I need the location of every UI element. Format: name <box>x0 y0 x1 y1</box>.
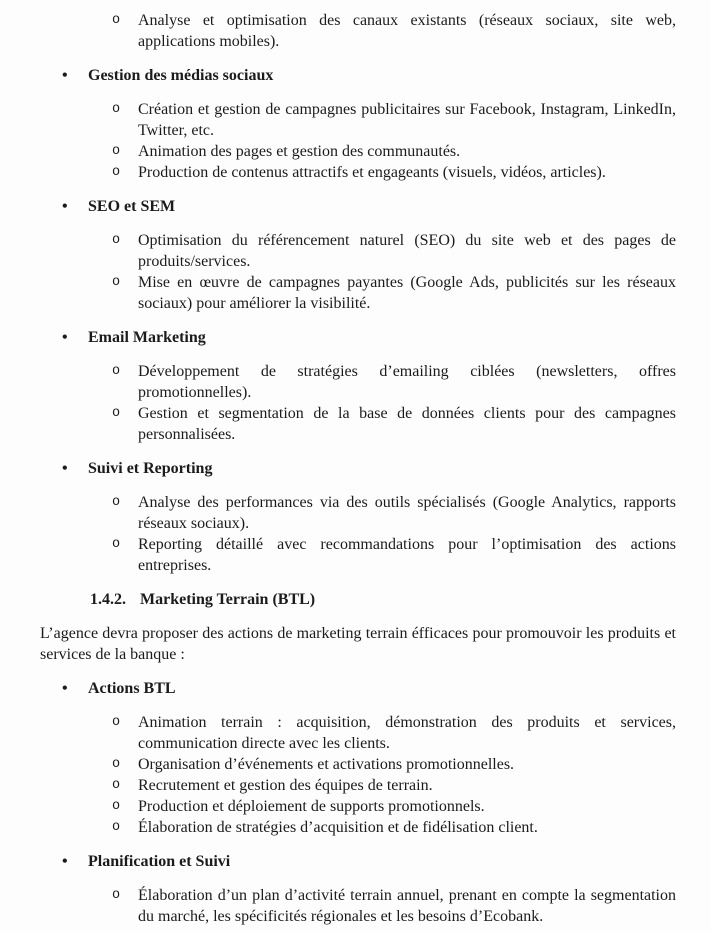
circle-bullet-icon: o <box>112 275 121 290</box>
sub-bullet-list <box>40 99 676 183</box>
sub-bullet-item <box>40 230 676 272</box>
sub-bullet-text: Reporting détaillé avec recommandations pour l’optimisation des actions entreprises. <box>138 536 676 574</box>
sub-bullet-item <box>40 775 676 796</box>
sub-bullet-text: Gestion et segmentation de la base de données clients pour des campagnes personnalisées. <box>138 405 676 443</box>
sub-bullet-item <box>40 817 676 838</box>
sub-bullet-item <box>40 796 676 817</box>
circle-bullet-icon: o <box>112 495 121 510</box>
circle-bullet-icon: o <box>112 537 121 552</box>
sub-bullet-item <box>40 885 676 927</box>
disc-bullet-icon: • <box>62 680 68 697</box>
sub-bullet-text: Analyse des performances via des outils spécialisés (Google Analytics, rapports réseaux sociaux). <box>138 494 676 532</box>
circle-bullet-icon: o <box>112 778 121 793</box>
circle-bullet-icon: o <box>112 144 121 159</box>
sub-bullet-item <box>40 162 676 183</box>
sub-bullet-item <box>40 712 676 754</box>
sub-bullet-item <box>40 492 676 534</box>
section-heading <box>40 589 676 610</box>
bullet-heading <box>40 851 676 872</box>
circle-bullet-icon: o <box>112 406 121 421</box>
bullet-heading-label: Suivi et Reporting <box>88 460 213 477</box>
sub-bullet-list <box>40 885 676 927</box>
sub-bullet-text: Organisation d’événements et activations promotionnelles. <box>138 756 515 773</box>
sub-bullet-text: Création et gestion de campagnes publicitaires sur Facebook, Instagram, LinkedIn, Twitter, etc. <box>138 101 676 139</box>
circle-bullet-icon: o <box>112 13 121 28</box>
section-number: 1.4.2. <box>90 591 126 608</box>
sub-bullet-item <box>40 99 676 141</box>
sub-bullet-text: Élaboration d’un plan d’activité terrain annuel, prenant en compte la segmentation du marché, les spécificités régionales et les besoins d’Ecobank. <box>138 887 676 925</box>
disc-bullet-icon: • <box>62 67 68 84</box>
disc-bullet-icon: • <box>62 198 68 215</box>
sub-bullet-item <box>40 272 676 314</box>
bullet-heading-label: Actions BTL <box>88 680 176 697</box>
bullet-heading-label: Gestion des médias sociaux <box>88 67 274 84</box>
bullet-heading-label: SEO et SEM <box>88 198 176 215</box>
sub-bullet-text: Production de contenus attractifs et engageants (visuels, vidéos, articles). <box>138 164 606 181</box>
sub-bullet-list <box>40 492 676 576</box>
bullet-heading <box>40 196 676 217</box>
bullet-heading <box>40 327 676 348</box>
circle-bullet-icon: o <box>112 364 121 379</box>
circle-bullet-icon: o <box>112 233 121 248</box>
sub-bullet-item <box>40 361 676 403</box>
sub-bullet-text: Mise en œuvre de campagnes payantes (Google Ads, publicités sur les réseaux sociaux) pour améliorer la visibilité. <box>138 274 676 312</box>
sub-bullet-text: Recrutement et gestion des équipes de terrain. <box>138 777 433 794</box>
bullet-heading <box>40 678 676 699</box>
circle-bullet-icon: o <box>112 820 121 835</box>
sub-bullet-text: Développement de stratégies d’emailing ciblées (newsletters, offres promotionnelles). <box>138 363 676 401</box>
sub-bullet-text: Élaboration de stratégies d’acquisition et de fidélisation client. <box>138 819 538 836</box>
bullet-heading <box>40 65 676 86</box>
sub-bullet-text: Optimisation du référencement naturel (SEO) du site web et des pages de produits/services. <box>138 232 676 270</box>
sub-bullet-text: Production et déploiement de supports promotionnels. <box>138 798 485 815</box>
sub-bullet-list <box>40 230 676 314</box>
sub-bullet-text: Animation des pages et gestion des communautés. <box>138 143 461 160</box>
sub-bullet-text: Analyse et optimisation des canaux existants (réseaux sociaux, site web, applications mobiles). <box>138 12 676 50</box>
sub-bullet-text: Animation terrain : acquisition, démonstration des produits et services, communication directe avec les clients. <box>138 714 676 752</box>
bullet-heading-label: Email Marketing <box>88 329 206 346</box>
sub-bullet-item <box>40 141 676 162</box>
section-title: Marketing Terrain (BTL) <box>140 591 316 608</box>
circle-bullet-icon: o <box>112 799 121 814</box>
circle-bullet-icon: o <box>112 757 121 772</box>
disc-bullet-icon: • <box>62 329 68 346</box>
sub-bullet-item <box>40 10 676 52</box>
circle-bullet-icon: o <box>112 165 121 180</box>
disc-bullet-icon: • <box>62 460 68 477</box>
circle-bullet-icon: o <box>112 888 121 903</box>
sub-bullet-list <box>40 10 676 52</box>
circle-bullet-icon: o <box>112 715 121 730</box>
bullet-heading-label: Planification et Suivi <box>88 853 231 870</box>
sub-bullet-list <box>40 361 676 445</box>
sub-bullet-item <box>40 403 676 445</box>
bullet-heading <box>40 458 676 479</box>
disc-bullet-icon: • <box>62 853 68 870</box>
sub-bullet-list <box>40 712 676 838</box>
paragraph: L’agence devra proposer des actions de marketing terrain éfficaces pour promouvoir les produits et services de la banque : <box>40 625 676 663</box>
sub-bullet-item <box>40 534 676 576</box>
sub-bullet-item <box>40 754 676 775</box>
circle-bullet-icon: o <box>112 102 121 117</box>
